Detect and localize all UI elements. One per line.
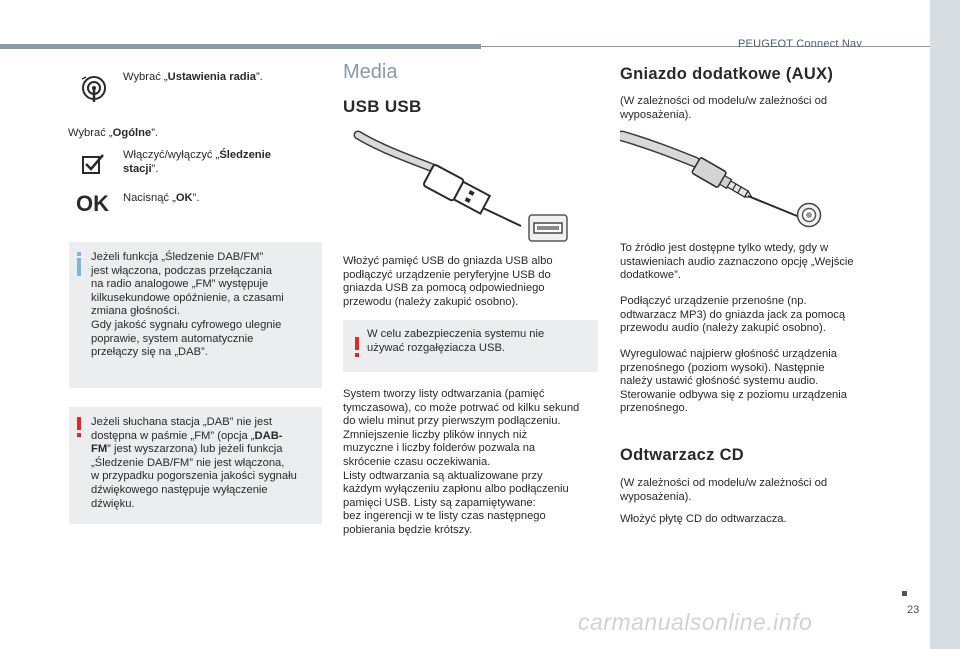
warning-icon	[75, 417, 83, 437]
page-edge-strip	[930, 0, 960, 649]
watermark: carmanualsonline.info	[578, 609, 813, 635]
info-note: Jeżeli funkcja „Śledzenie DAB/FM” jest włączona, podczas przełączania na radio analogowe „FM” występuje kilkusekundowe opóźnienie, a czasami zmiana głośności. Gdy jakość sygnału cyfrowego ulegnie poprawie, system automatycznie przełączy się na „DAB”.	[69, 242, 322, 388]
usb-instructions: Włożyć pamięć USB do gniazda USB albo podłączyć urządzenie peryferyjne USB do gniazda USB za pomocą odpowiedniego przewodu (należy zakupić osobno).	[343, 255, 553, 308]
usb-title: USB USB	[343, 97, 422, 116]
general-text: Wybrać „Ogólne”.	[68, 127, 159, 139]
warning-note: Jeżeli słuchana stacja „DAB” nie jest dostępna w paśmie „FM” (opcja „DAB- FM” jest wyszarzona) lub jeżeli funkcja „Śledzenie DAB/FM” nie jest włączona, w przypadku pogorszenia jakości sygnału dźwiękowego następuje wyłączenie dźwięku.	[69, 407, 322, 524]
ok-press-text: Nacisnąć „OK”.	[123, 192, 200, 204]
usb-warning-note: W celu zabezpieczenia systemu nie używać rozgałęziacza USB.	[343, 320, 598, 372]
cd-insert-text: Włożyć płytę CD do odtwarzacza.	[620, 513, 787, 525]
cd-model-note: (W zależności od modelu/w zależności od wyposażenia).	[620, 477, 828, 503]
page-number: 23	[907, 604, 920, 616]
aux-connect-text: Podłączyć urządzenie przenośne (np. odtwarzacz MP3) do gniazda jack za pomocą przewodu audio (należy zakupić osobno).	[620, 295, 846, 335]
radio-settings-text: Wybrać „Ustawienia radia”.	[123, 71, 263, 83]
header-bar	[0, 44, 481, 49]
checkbox-icon	[80, 152, 106, 176]
media-title: Media	[343, 61, 398, 83]
warning-icon	[353, 337, 361, 357]
manual-title: PEUGEOT Connect Nav	[738, 38, 863, 50]
page-marker-icon	[902, 591, 907, 596]
aux-title: Gniazdo dodatkowe (AUX)	[620, 65, 834, 83]
playlist-text: System tworzy listy odtwarzania (pamięć tymczasowa), co może potrwać od kilku sekund do wielu minut przy pierwszym podłączeniu. Zmniejszenie liczby plików innych niż muzyczne i liczby folderów pozwala na skrócenie czasu oczekiwania. Listy odtwarzania są aktualizowane przy każdym wyłączeniu zapłonu albo podłączeniu pamięci USB. Listy są zapamiętywane: bez ingerencji w te listy czas następnego pobierania będzie krótszy.	[343, 388, 580, 536]
aux-availability-text: To źródło jest dostępne tylko wtedy, gdy w ustawieniach audio zaznaczono opcję „Wejście dodatkowe”.	[620, 242, 854, 282]
info-bar-icon	[77, 252, 81, 276]
usb-port-icon	[528, 214, 568, 242]
radio-settings-icon	[78, 72, 110, 104]
header-line	[481, 46, 930, 47]
cd-title: Odtwarzacz CD	[620, 446, 745, 464]
dab-follow-text: Włączyć/wyłączyć „Śledzenie stacji”.	[123, 149, 271, 175]
aux-model-note: (W zależności od modelu/w zależności od wyposażenia).	[620, 95, 828, 121]
ok-icon: OK	[76, 191, 109, 216]
jack-socket-icon	[796, 202, 822, 228]
aux-volume-text: Wyregulować najpierw głośność urządzenia przenośnego (poziom wysoki). Następnie należy ustawić głośność systemu audio. Sterowanie odbywa się z poziomu urządzenia przenośnego.	[620, 348, 847, 415]
